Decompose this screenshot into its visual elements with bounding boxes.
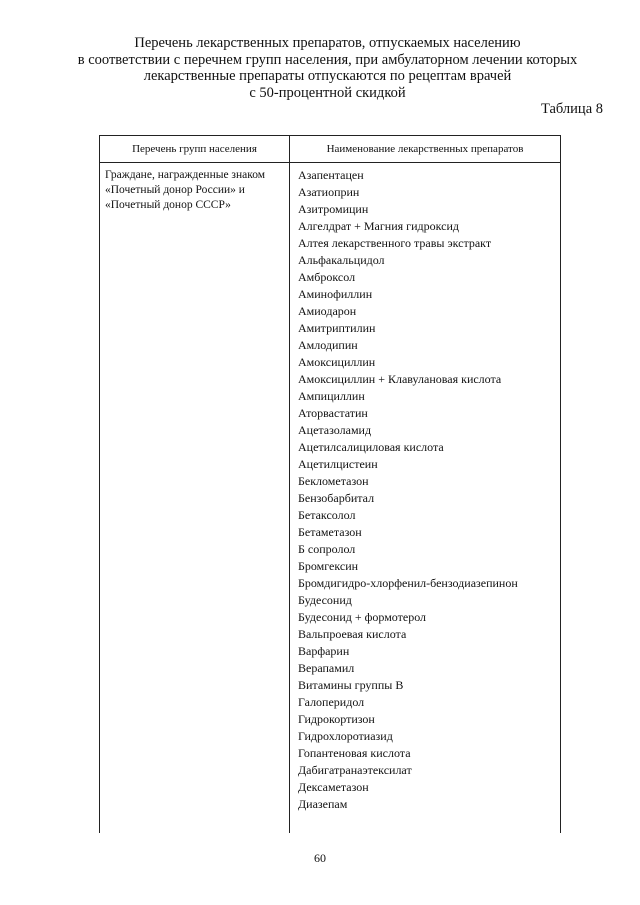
- drug-list-item: Б сопролол: [298, 542, 356, 556]
- drug-list-item: Ампициллин: [298, 389, 365, 403]
- drug-list-item: Гидрокортизон: [298, 712, 375, 726]
- drug-list-item: Диазепам: [298, 797, 348, 811]
- column-divider: [289, 136, 290, 833]
- drug-list-item: Верапамил: [298, 661, 355, 675]
- drug-list: [298, 167, 558, 813]
- drug-list-item: Беклометазон: [298, 474, 369, 488]
- drug-list-item: Гопантеновая кислота: [298, 746, 411, 760]
- drug-list-item: Бромгексин: [298, 559, 359, 573]
- drug-list-item: Аторвастатин: [298, 406, 368, 420]
- drug-list-item: Аминофиллин: [298, 287, 373, 301]
- drug-list-item: Альфакальцидол: [298, 253, 385, 267]
- drug-list-item: Варфарин: [298, 644, 350, 658]
- drug-list-item: Ацетазоламид: [298, 423, 372, 437]
- table-number-label: Таблица 8: [540, 101, 603, 117]
- drug-list-item: Алтея лекарственного травы экстракт: [298, 236, 492, 250]
- title-line: в соответствии с перечнем групп населения, при амбулаторном лечении которых: [77, 51, 578, 68]
- drug-table: [99, 135, 561, 833]
- drug-list-item: Вальпроевая кислота: [298, 627, 407, 641]
- drug-list-item: Азитромицин: [298, 202, 369, 216]
- drug-list-item: Гидрохлоротиазид: [298, 729, 393, 743]
- drug-list-item: Амоксициллин + Клавулановая кислота: [298, 372, 502, 386]
- page-number: 60: [314, 851, 326, 865]
- drug-list-item: Бромдигидро-хлорфенил-бензодиазепинон: [298, 576, 518, 590]
- drug-list-item: Алгелдрат + Магния гидроксид: [298, 219, 459, 233]
- title-line: лекарственные препараты отпускаются по рецептам врачей: [143, 68, 512, 84]
- drug-list-item: Витамины группы В: [298, 678, 404, 692]
- drug-list-item: Азатиоприн: [298, 185, 360, 199]
- drug-list-item: Дабигатранаэтексилат: [298, 763, 412, 777]
- drug-list-item: Ацетилцистеин: [298, 457, 378, 471]
- document-title: [40, 35, 615, 101]
- population-group-cell: Граждане, награжденные знаком «Почетный донор России» и «Почетный донор СССР»: [105, 169, 266, 211]
- drug-list-item: Будесонид + формотерол: [298, 610, 427, 624]
- drug-list-item: Бетаметазон: [298, 525, 362, 539]
- drug-list-item: Бензобарбитал: [298, 491, 375, 505]
- drug-list-item: Амброксол: [298, 270, 356, 284]
- drug-list-item: Дексаметазон: [298, 780, 369, 794]
- drug-list-item: Амоксициллин: [298, 355, 376, 369]
- drug-list-item: Ацетилсалициловая кислота: [298, 440, 444, 454]
- drug-list-item: Азапентацен: [298, 168, 364, 182]
- table-header-row: [100, 136, 560, 163]
- header-drugs: Наименование лекарственных препаратов: [326, 143, 524, 155]
- drug-list-item: Галоперидол: [298, 695, 365, 709]
- drug-list-item: Амлодипин: [298, 338, 358, 352]
- title-line: Перечень лекарственных препаратов, отпускаемых населению: [134, 35, 521, 51]
- drug-list-item: Будесонид: [298, 593, 352, 607]
- header-groups: Перечень групп населения: [132, 143, 257, 155]
- drug-list-item: Амитриптилин: [298, 321, 376, 335]
- drug-list-item: Бетаксолол: [298, 508, 356, 522]
- title-line: с 50-процентной скидкой: [249, 84, 406, 101]
- drug-list-item: Амиодарон: [298, 304, 357, 318]
